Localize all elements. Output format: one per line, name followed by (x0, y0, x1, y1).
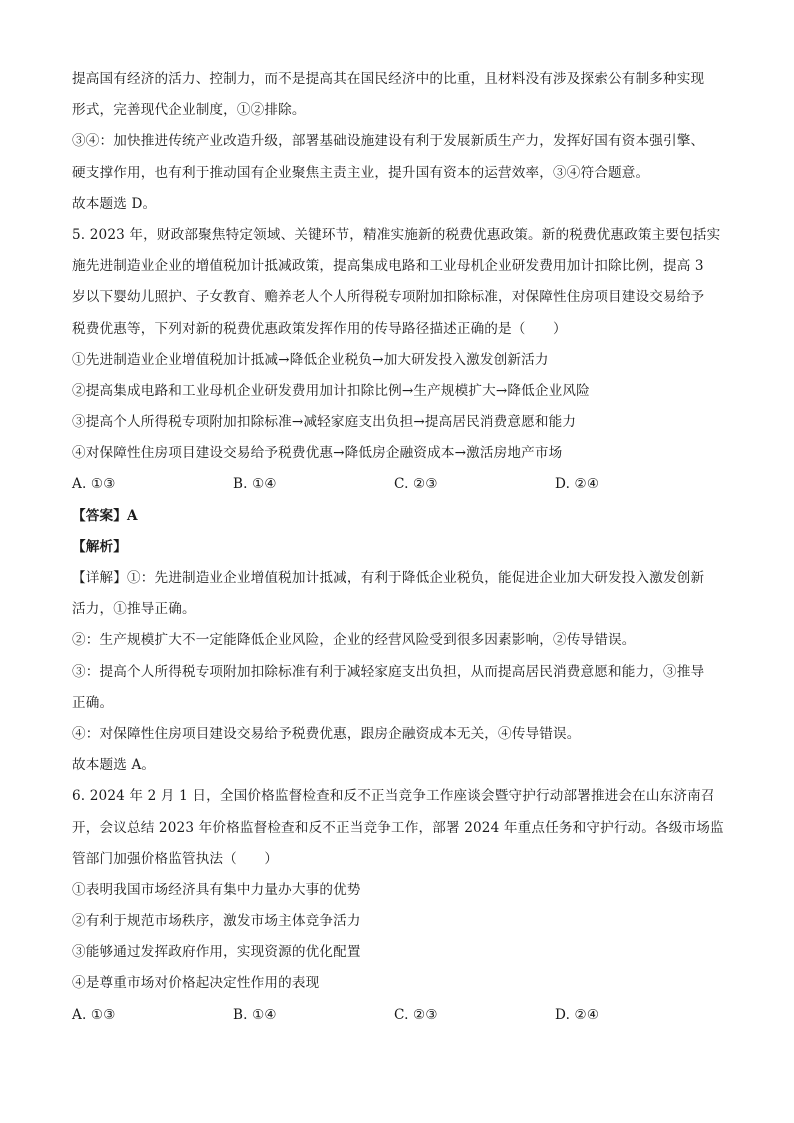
q5-option-a: A. ①③ (72, 476, 116, 493)
text-line: 开，会议总结 2023 年价格监督检查和反不正当竞争工作，部署 2024 年重点任务和守护行动。各级市场监 (72, 819, 724, 836)
q5-option-c: C. ②③ (394, 476, 438, 493)
q5-option-b: B. ①④ (233, 476, 277, 493)
q6-choice-1: ①表明我国市场经济具有集中力量办大事的优势 (72, 881, 361, 898)
analysis-line: 正确。 (72, 694, 114, 711)
answer-label: 【答案】A (72, 507, 138, 524)
analysis-label: 【解析】 (72, 538, 127, 555)
text-line: 硬支撑作用，也有利于推动国有企业聚焦主责主业，提升国有资本的运营效率，③④符合题意。 (72, 164, 650, 181)
q5-options (72, 469, 724, 500)
q6-options (72, 1000, 724, 1031)
text-line: 故本题选 D。 (72, 195, 157, 212)
q5-option-d: D. ②④ (555, 476, 600, 493)
analysis-line: 活力，①推导正确。 (72, 601, 196, 618)
q6-option-d: D. ②④ (555, 1006, 600, 1023)
q6-option-b: B. ①④ (233, 1006, 277, 1023)
text-line: 管部门加强价格监管执法（ ） (72, 850, 279, 867)
question-5-stem: 5. 2023 年，财政部聚焦特定领域、关键环节，精准实施新的税费优惠政策。新的税费优惠政策主要包括实 (72, 226, 721, 243)
q5-choice-2: ②提高集成电路和工业母机企业研发费用加计扣除比例→生产规模扩大→降低企业风险 (72, 382, 590, 399)
q5-choice-4: ④对保障性住房项目建设交易给予税费优惠→降低房企融资成本→激活房地产市场 (72, 445, 563, 462)
text-line: 施先进制造业企业的增值税加计抵减政策，提高集成电路和工业母机企业研发费用加计扣除比例，提高 3 (72, 258, 704, 275)
q6-option-a: A. ①③ (72, 1006, 116, 1023)
analysis-line: ③：提高个人所得税专项附加扣除标准有利于减轻家庭支出负担，从而提高居民消费意愿和能力，③推导 (72, 663, 705, 680)
q6-option-c: C. ②③ (394, 1006, 438, 1023)
text-line: 岁以下婴幼儿照护、子女教育、赡养老人个人所得税专项附加扣除标准，对保障性住房项目建设交易给予 (72, 289, 705, 306)
analysis-line: ②：生产规模扩大不一定能降低企业风险，企业的经营风险受到很多因素影响，②传导错误。 (72, 632, 636, 649)
analysis-line: 故本题选 A。 (72, 757, 156, 774)
q6-choice-2: ②有利于规范市场秩序，激发市场主体竞争活力 (72, 913, 361, 930)
q6-choice-4: ④是尊重市场对价格起决定性作用的表现 (72, 975, 320, 992)
text-line: 形式，完善现代企业制度，①②排除。 (72, 102, 306, 119)
text-line: ③④：加快推进传统产业改造升级，部署基础设施建设有利于发展新质生产力，发挥好国有资本强引擎、 (72, 133, 705, 150)
q5-choice-1: ①先进制造业企业增值税加计抵减→降低企业税负→加大研发投入激发创新活力 (72, 351, 549, 368)
text-line: 提高国有经济的活力、控制力，而不是提高其在国民经济中的比重，且材料没有涉及探索公有制多种实现 (72, 71, 705, 87)
q5-choice-3: ③提高个人所得税专项附加扣除标准→减轻家庭支出负担→提高居民消费意愿和能力 (72, 414, 577, 431)
q6-choice-3: ③能够通过发挥政府作用，实现资源的优化配置 (72, 944, 361, 961)
question-6-stem: 6. 2024 年 2 月 1 日，全国价格监督检查和反不正当竞争工作座谈会暨守护行动部署推进会在山东济南召 (72, 788, 715, 805)
analysis-line: ④：对保障性住房项目建设交易给予税费优惠，跟房企融资成本无关，④传导错误。 (72, 725, 581, 742)
analysis-line: 【详解】①：先进制造业企业增值税加计抵减，有利于降低企业税负，能促进企业加大研发投入激发创新 (72, 570, 705, 586)
text-line: 税费优惠等，下列对新的税费优惠政策发挥作用的传导路径描述正确的是（ ） (72, 320, 567, 337)
document-page (72, 64, 724, 1031)
